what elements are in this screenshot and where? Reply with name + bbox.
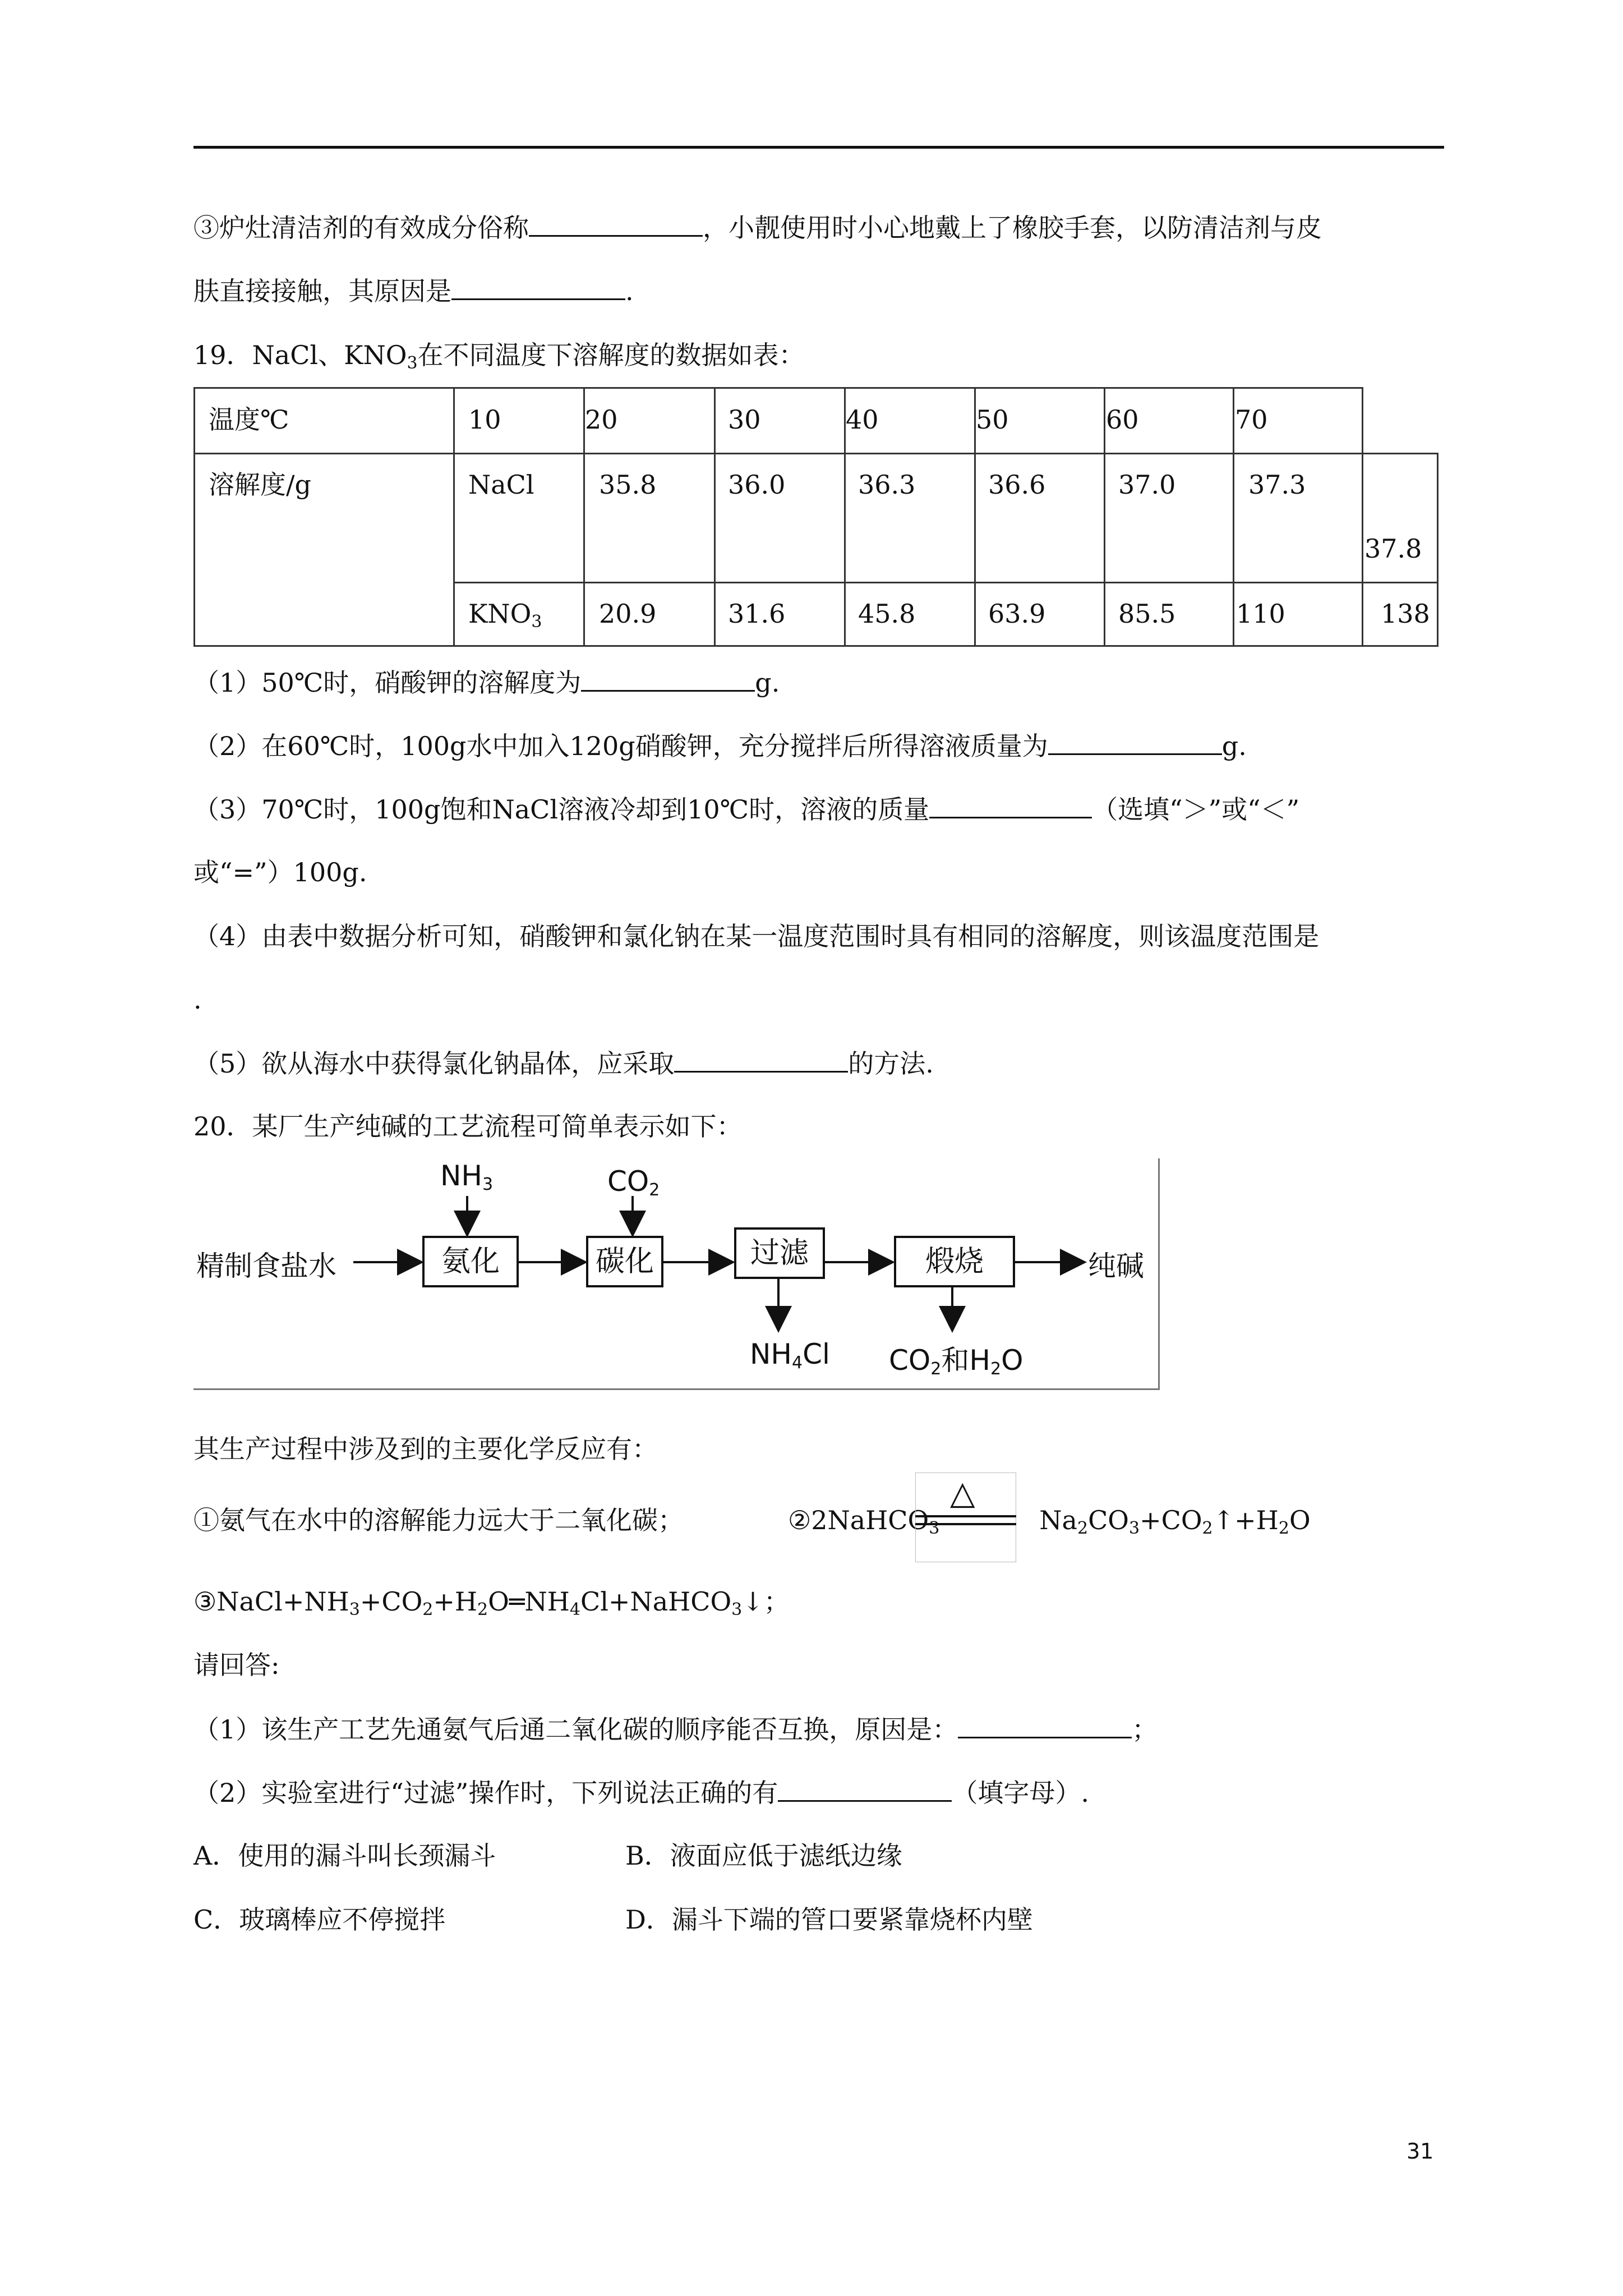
q19-p2-text: （2）在60℃时，100g水中加入120g硝酸钾，充分搅拌后所得溶液质量为 xyxy=(193,731,1048,761)
reaction-condition xyxy=(915,1473,1016,1562)
q19-part-4-cont: . xyxy=(193,984,202,1015)
answer-blank[interactable] xyxy=(1048,729,1222,755)
option-d[interactable]: D．漏斗下端的管口要紧靠烧杯内壁 xyxy=(625,1904,1033,1935)
table-value-cell: 31.6 xyxy=(728,599,786,629)
r2-s2: 2 xyxy=(1077,1519,1089,1538)
flow-co2-label xyxy=(607,1165,660,1200)
r3-s1: 3 xyxy=(349,1600,360,1619)
answer-blank[interactable] xyxy=(529,210,703,237)
table-value-cell: 110 xyxy=(1236,599,1285,629)
q19-p2-unit: g. xyxy=(1221,731,1247,761)
r3-e: Cl+NaHCO xyxy=(580,1586,732,1617)
table-header-solubility: 溶解度/g xyxy=(209,470,311,500)
r3-a: ③NaCl+NH xyxy=(193,1586,349,1617)
r3-d: O═NH xyxy=(488,1586,570,1617)
nh4cl-text-a: NH xyxy=(750,1338,792,1370)
flow-nh3-label xyxy=(440,1159,493,1194)
flow-input-label: 精制食盐水 xyxy=(196,1250,336,1282)
table-temp-cell: 70 xyxy=(1235,404,1268,435)
r2-s3: 3 xyxy=(1129,1519,1140,1538)
table-value-cell: 37.8 xyxy=(1364,533,1422,564)
q19-part-2 xyxy=(193,729,1247,763)
option-c[interactable]: C．玻璃棒应不停搅拌 xyxy=(193,1904,446,1935)
r3-c: +H xyxy=(433,1586,478,1617)
nh4cl-sub: 4 xyxy=(792,1353,803,1373)
r2-e: ↑+H xyxy=(1212,1505,1279,1535)
r3-s5: 3 xyxy=(731,1600,743,1619)
answer-blank[interactable] xyxy=(958,1712,1132,1738)
table-value-cell: 20.9 xyxy=(599,599,657,629)
reaction-3 xyxy=(193,1585,790,1627)
r3-f: ↓； xyxy=(742,1586,790,1617)
table-temp-cell: 60 xyxy=(1106,404,1139,435)
q18-line-1 xyxy=(193,210,1322,245)
r2-s4: 2 xyxy=(1202,1519,1213,1538)
q20-q1-text: （1）该生产工艺先通氨气后通二氧化碳的顺序能否互换，原因是： xyxy=(193,1714,958,1745)
answer-blank[interactable] xyxy=(778,1775,952,1802)
header-rule xyxy=(193,146,1444,149)
q20-part-2 xyxy=(193,1775,1089,1810)
r3-s3: 2 xyxy=(477,1600,488,1619)
q20-q2-text: （2）实验室进行“过滤”操作时，下列说法正确的有 xyxy=(193,1778,778,1808)
flow-co2-h2o-label xyxy=(889,1338,1023,1379)
co2-text: CO xyxy=(607,1165,649,1198)
q19-part-4: （4）由表中数据分析可知，硝酸钾和氯化钠在某一温度范围时具有相同的溶解度，则该温度范围是 xyxy=(193,921,1320,951)
q19-p1-unit: g. xyxy=(755,668,780,698)
table-value-cell: 36.3 xyxy=(858,470,916,500)
table-value-cell: 138 xyxy=(1381,599,1430,629)
answer-label: 请回答: xyxy=(193,1650,280,1680)
reaction-1: ①氨气在水中的溶解能力远大于二氧化碳； xyxy=(193,1505,684,1535)
q19-p3-text: （3）70℃时，100g饱和NaCl溶液冷却到10℃时，溶液的质量 xyxy=(193,794,930,825)
answer-blank[interactable] xyxy=(451,274,625,300)
q19-p1-text: （1）50℃时，硝酸钾的溶解度为 xyxy=(193,668,582,698)
co2h2o-c: O xyxy=(1001,1344,1023,1377)
flow-box-calcination: 煅烧 xyxy=(894,1236,1015,1287)
table-value-cell: 37.0 xyxy=(1118,470,1176,500)
q19-stem-b: 在不同温度下溶解度的数据如表： xyxy=(417,340,805,370)
r2-b: Na xyxy=(1039,1505,1077,1535)
co2h2o-b: 和H xyxy=(941,1344,990,1377)
kno3-label-sub: 3 xyxy=(531,612,542,632)
flow-box-carbonation: 碳化 xyxy=(586,1236,663,1287)
q18-line-2 xyxy=(193,274,634,308)
r2-f: O xyxy=(1289,1505,1311,1535)
q19-stem-a: 19．NaCl、KNO xyxy=(193,340,407,370)
table-row-label-nacl: NaCl xyxy=(468,470,534,500)
r2-c: CO xyxy=(1088,1505,1129,1535)
q19-part-3-cont: 或“=”）100g. xyxy=(193,857,367,887)
kno3-label-text: KNO xyxy=(468,599,532,629)
q20-stem: 20．某厂生产纯碱的工艺流程可简单表示如下： xyxy=(193,1111,743,1142)
q20-part-1 xyxy=(193,1712,1158,1746)
co2h2o-a: CO xyxy=(889,1344,931,1377)
answer-blank[interactable] xyxy=(674,1046,848,1073)
q19-stem-sub: 3 xyxy=(407,353,418,373)
r3-s2: 2 xyxy=(422,1600,434,1619)
q18-text-c: 肤直接接触，其原因是 xyxy=(193,276,451,306)
q20-q1-tail: ； xyxy=(1132,1714,1158,1745)
table-value-cell: 63.9 xyxy=(988,599,1046,629)
q19-part-1 xyxy=(193,665,780,700)
reactions-intro: 其生产过程中涉及到的主要化学反应有： xyxy=(193,1434,658,1464)
page-number: 31 xyxy=(1407,2139,1434,2164)
nh3-text: NH xyxy=(440,1159,482,1192)
q19-stem xyxy=(193,338,805,380)
table-row-label-kno3 xyxy=(468,598,542,638)
flow-nh4cl-label xyxy=(750,1338,830,1373)
table-temp-cell: 10 xyxy=(468,404,501,435)
table-value-cell: 36.6 xyxy=(988,470,1046,500)
r3-b: +CO xyxy=(359,1586,423,1617)
reaction-2 xyxy=(788,1503,1311,1545)
co2h2o-sub2: 2 xyxy=(990,1359,1002,1379)
table-value-cell: 35.8 xyxy=(599,470,657,500)
table-temp-cell: 50 xyxy=(976,404,1009,435)
r2-a: ②2NaHCO xyxy=(788,1505,929,1535)
q20-q2-tail: （填字母）. xyxy=(952,1778,1089,1808)
r3-s4: 4 xyxy=(569,1600,581,1619)
table-value-cell: 37.3 xyxy=(1248,470,1306,500)
q19-p5-text: （5）欲从海水中获得氯化钠晶体，应采取 xyxy=(193,1048,675,1079)
flow-output-label: 纯碱 xyxy=(1088,1250,1144,1282)
table-temp-cell: 30 xyxy=(728,404,761,435)
r2-s5: 2 xyxy=(1278,1519,1289,1538)
table-header-temperature: 温度℃ xyxy=(209,404,289,435)
flow-box-filtration: 过滤 xyxy=(734,1227,825,1279)
table-temp-cell: 20 xyxy=(585,404,618,435)
q19-p3-hint: （选填“＞”或“＜” xyxy=(1092,794,1300,825)
process-flow-diagram xyxy=(193,1158,1160,1390)
option-b[interactable]: B．液面应低于滤纸边缘 xyxy=(625,1841,902,1871)
q19-p5-tail: 的方法. xyxy=(848,1048,934,1079)
nh3-sub: 3 xyxy=(482,1175,494,1194)
answer-blank[interactable] xyxy=(581,665,755,692)
q18-text-d: . xyxy=(625,276,634,306)
co2-sub: 2 xyxy=(649,1180,660,1200)
table-value-cell: 85.5 xyxy=(1118,599,1176,629)
co2h2o-sub1: 2 xyxy=(930,1359,942,1379)
answer-blank[interactable] xyxy=(929,792,1092,818)
flow-box-ammoniation: 氨化 xyxy=(422,1236,519,1287)
table-value-cell: 45.8 xyxy=(858,599,916,629)
table-temp-cell: 40 xyxy=(846,404,879,435)
q18-text-a: ③炉灶清洁剂的有效成分俗称 xyxy=(193,213,529,243)
option-a[interactable]: A．使用的漏斗叫长颈漏斗 xyxy=(193,1841,496,1871)
heat-triangle-icon: △ xyxy=(950,1474,975,1512)
r2-s1: 3 xyxy=(929,1519,940,1538)
q19-part-3 xyxy=(193,792,1299,826)
q18-text-b: ，小靓使用时小心地戴上了橡胶手套，以防清洁剂与皮 xyxy=(703,213,1322,243)
nh4cl-text-b: Cl xyxy=(803,1338,830,1370)
table-value-cell: 36.0 xyxy=(728,470,786,500)
r2-d: +CO xyxy=(1140,1505,1202,1535)
q19-part-5 xyxy=(193,1046,934,1080)
